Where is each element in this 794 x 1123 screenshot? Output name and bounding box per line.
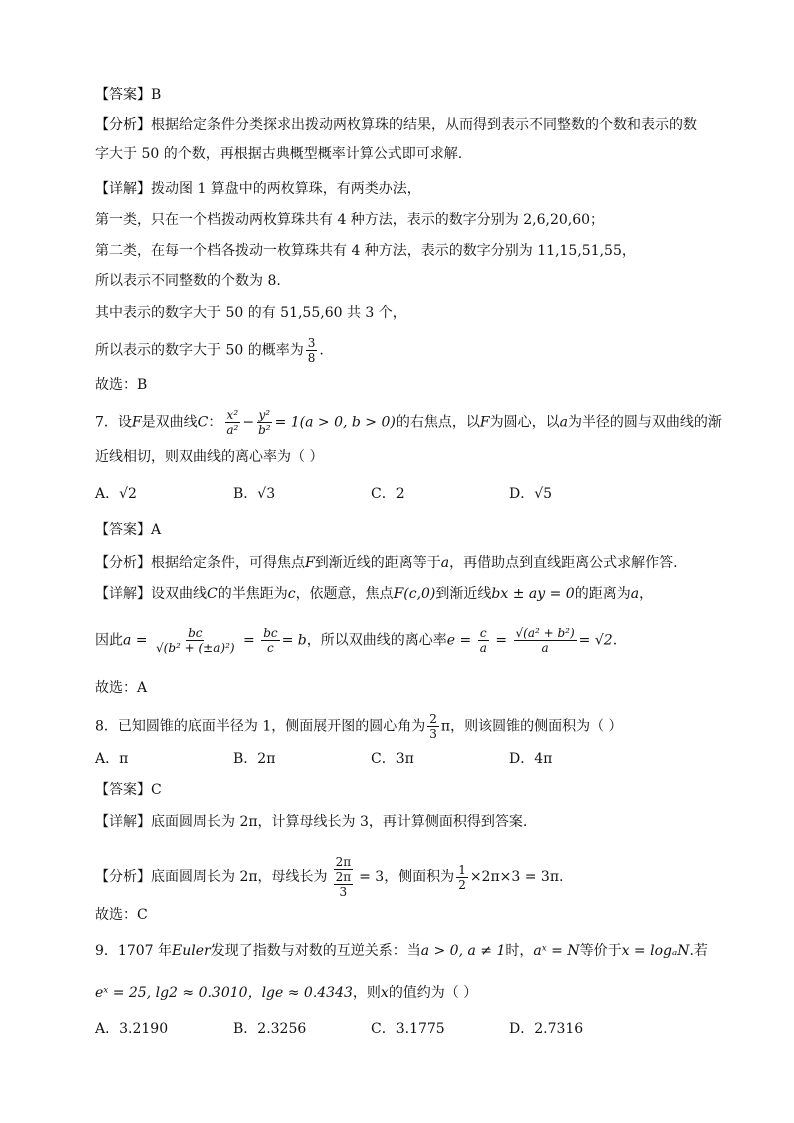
choose-text: 故选：C — [95, 907, 148, 923]
stem-text: ，则该圆锥的侧面积为（ ） — [450, 718, 623, 735]
hyperbola-x-fraction — [224, 408, 240, 437]
inner-fraction — [334, 870, 354, 899]
q9-stem-line-1 — [95, 942, 708, 960]
q8-stem-line — [95, 712, 623, 741]
stem-text: 8．已知圆锥的底面半径为 1，侧面展开图的圆心角为 — [95, 718, 426, 735]
q6-detail-line-2 — [95, 211, 604, 229]
stem-text: 的值约为（ ） — [388, 985, 478, 1001]
option-a: A．π — [95, 751, 129, 767]
math-expr: eˣ = 25, lg2 ≈ 0.3010，lge ≈ 0.4343 — [95, 985, 353, 1001]
equation-tail: = 1(a > 0, b > 0) — [274, 414, 396, 431]
fraction-numerator: 2 — [429, 712, 437, 726]
math-expr: = 3 — [359, 869, 385, 885]
fraction-numerator: x² — [226, 408, 239, 422]
analysis-text: 底面圆周长为 2π，母线长为 — [151, 869, 328, 885]
simplified-fraction — [261, 626, 279, 655]
distance-fraction — [154, 626, 237, 655]
analysis-text: 到渐近线的距离等于 — [314, 555, 441, 571]
math-var: x — [380, 985, 389, 1001]
detail-text: 其中表示的数字大于 50 的有 51,55,60 共 3 个， — [95, 305, 407, 321]
answer-tag: 【答案】 — [95, 522, 151, 538]
q7-answer-line — [95, 521, 161, 539]
stem-text: 9．1707 年 — [95, 943, 172, 959]
option-c: C．3π — [371, 751, 414, 767]
detail-text: 底面圆周长为 2π，计算母线长为 3，再计算侧面积得到答案. — [151, 814, 528, 830]
math-var: a — [440, 555, 450, 571]
stem-text: 发现了指数与对数的互逆关系：当 — [210, 943, 421, 959]
fraction-denominator: c — [267, 641, 274, 655]
equals-sign: = — [490, 632, 512, 649]
math-expr: ×2π×3 = 3π. — [469, 869, 564, 885]
detail-text: 的距离为 — [574, 586, 631, 602]
math-var: F — [479, 414, 490, 431]
answer-tag: 【答案】 — [95, 782, 151, 798]
detail-text: ，所以双曲线的离心率 — [306, 632, 447, 649]
analysis-tag: 【分析】 — [95, 117, 151, 133]
math-var: C — [207, 586, 218, 602]
detail-text: 到渐近线 — [435, 586, 492, 602]
q8-answer-line — [95, 781, 162, 799]
q6-analysis-line-1 — [95, 116, 697, 134]
detail-text: 设双曲线 — [151, 586, 207, 602]
q9-stem-line-2 — [95, 984, 477, 1002]
fraction-denominator: 3 — [339, 885, 348, 899]
q8-options — [95, 750, 647, 768]
q7-choose-line — [95, 679, 147, 697]
fraction-denominator: 2 — [458, 877, 466, 892]
detail-text: 拨动图 1 算盘中的两枚算珠，有两类办法， — [151, 181, 421, 197]
fraction-numerator: bc — [263, 626, 278, 640]
detail-text: 的半焦距为 — [217, 586, 288, 602]
equals-sign: = — [455, 632, 476, 649]
answer-tag: 【答案】 — [95, 87, 151, 103]
eccentricity-fraction — [478, 626, 489, 655]
detail-text: 因此 — [95, 632, 123, 649]
fraction-denominator: a — [541, 641, 549, 655]
detail-text: 第二类，在每一个档各拨动一枚算珠共有 4 种方法，表示的数字分别为 11,15,51,55， — [95, 243, 636, 259]
q7-stem-line-2 — [95, 448, 323, 466]
detail-text: 所以表示不同整数的个数为 8. — [95, 273, 281, 289]
stem-text: 为半径的圆与双曲线的渐 — [567, 414, 722, 431]
detail-tag: 【详解】 — [95, 814, 151, 830]
detail-text: ，依题意，焦点 — [295, 586, 394, 602]
analysis-tag: 【分析】 — [95, 869, 151, 885]
stem-text: 为圆心，以 — [489, 414, 560, 431]
fraction-denominator: b² — [258, 423, 271, 437]
period: . — [319, 342, 324, 359]
fraction-numerator: c — [479, 626, 487, 640]
q6-detail-line-6 — [95, 336, 324, 365]
choose-text: 故选：A — [95, 680, 148, 696]
fraction-numerator: 2π — [335, 870, 352, 884]
fraction-denominator: √(b² + (±a)²) — [156, 641, 235, 655]
pi-symbol: π — [440, 718, 451, 735]
option-d: D．4π — [509, 751, 553, 767]
answer-value: A — [151, 522, 162, 538]
q7-analysis-line — [95, 554, 678, 572]
q6-detail-line-4 — [95, 272, 281, 290]
q7-options — [95, 485, 647, 503]
analysis-text: 根据给定条件，可得焦点 — [151, 555, 305, 571]
stem-text: 等价于 — [579, 943, 622, 959]
stem-text: 近线相切，则双曲线的离心率为（ ） — [95, 449, 324, 465]
q6-detail-line-1 — [95, 180, 421, 198]
option-a: A．3.2190 — [95, 1021, 169, 1037]
stem-text: 的右焦点，以 — [395, 414, 480, 431]
stem-text: ： — [208, 414, 223, 431]
q6-detail-line-5 — [95, 304, 407, 322]
detail-text: ， — [639, 586, 654, 602]
option-c: C．3.1775 — [371, 1021, 445, 1037]
math-var: C — [197, 414, 209, 431]
q7-stem-line-1 — [95, 408, 722, 437]
stem-text: 时， — [505, 943, 534, 959]
option-b: B．2.3256 — [233, 1021, 307, 1037]
detail-tag: 【详解】 — [95, 181, 151, 197]
choose-text: 故选：B — [95, 377, 148, 393]
option-d: D．√5 — [509, 486, 553, 502]
analysis-text: 字大于 50 的个数，再根据古典概型概率计算公式即可求解. — [95, 146, 463, 162]
q8-analysis-line — [95, 855, 564, 899]
equals-sign: = — [131, 632, 152, 649]
question-number: 7．设 — [95, 414, 132, 431]
fraction-numerator: 2π — [335, 855, 352, 869]
hyperbola-y-fraction — [256, 408, 273, 437]
period: . — [612, 632, 618, 649]
q8-detail-line — [95, 813, 527, 831]
q7-detail-line-1 — [95, 585, 653, 603]
fraction-denominator: a² — [226, 423, 239, 437]
math-expr: = b — [281, 632, 307, 649]
option-a: A．√2 — [95, 486, 137, 502]
analysis-text: ，再借助点到直线距离公式求解作答. — [449, 555, 678, 571]
answer-value: C — [151, 782, 162, 798]
angle-fraction — [427, 712, 439, 741]
q6-answer-line — [95, 86, 161, 104]
fraction-numerator: 1 — [458, 862, 466, 877]
fraction-denominator: a — [479, 641, 487, 655]
math-expr: bx ± ay = 0 — [491, 586, 575, 602]
eccentricity-root-fraction — [514, 626, 577, 655]
minus-sign: − — [242, 414, 255, 431]
detail-text: 第一类，只在一个档拨动两枚算珠共有 4 种方法，表示的数字分别为 2,6,20,60； — [95, 212, 605, 228]
analysis-text: 根据给定条件分类探求出拨动两枚算珠的结果，从而得到表示不同整数的个数和表示的数 — [151, 117, 697, 133]
q9-options — [95, 1020, 647, 1038]
math-expr: aˣ = N — [533, 943, 580, 959]
euler-name: Euler — [172, 943, 211, 959]
analysis-tag: 【分析】 — [95, 555, 151, 571]
math-var: F — [305, 555, 315, 571]
math-var: a — [630, 586, 640, 602]
math-expr: a > 0, a ≠ 1 — [420, 943, 506, 959]
stem-text: .若 — [689, 943, 708, 959]
q7-detail-line-2 — [95, 626, 617, 655]
equals-sign: = — [238, 632, 260, 649]
math-var: a — [123, 632, 132, 649]
answer-value: B — [151, 87, 162, 103]
option-c: C．2 — [371, 486, 405, 502]
math-var: F — [131, 414, 142, 431]
option-b: B．2π — [233, 751, 276, 767]
stem-text: ，则 — [352, 985, 381, 1001]
half-fraction — [456, 863, 468, 892]
detail-text: 所以表示的数字大于 50 的概率为 — [95, 342, 304, 359]
q6-choose-line — [95, 376, 147, 394]
detail-tag: 【详解】 — [95, 586, 151, 602]
math-expr: F(c,0) — [393, 586, 436, 602]
fraction-numerator: √(a² + b²) — [515, 626, 575, 640]
fraction-numerator: bc — [188, 626, 203, 640]
math-var: c — [287, 586, 296, 602]
q6-detail-line-3 — [95, 242, 636, 260]
fraction-denominator: 8 — [307, 351, 316, 365]
q6-analysis-line-2 — [95, 145, 462, 163]
analysis-text: ，侧面积为 — [384, 869, 455, 885]
fraction-numerator: y² — [258, 408, 271, 422]
probability-fraction — [306, 336, 318, 365]
option-b: B．√3 — [233, 486, 276, 502]
math-var: e — [446, 632, 456, 649]
math-expr: x = logₐN — [621, 943, 690, 959]
option-d: D．2.7316 — [509, 1021, 584, 1037]
fraction-denominator: 3 — [429, 727, 437, 741]
q8-choose-line — [95, 906, 148, 924]
slant-height-fraction — [330, 855, 358, 899]
stem-text: 是双曲线 — [141, 414, 198, 431]
fraction-denominator — [330, 870, 358, 899]
math-expr: = √2 — [578, 632, 613, 649]
math-var: a — [559, 414, 568, 431]
fraction-numerator: 3 — [307, 336, 316, 350]
